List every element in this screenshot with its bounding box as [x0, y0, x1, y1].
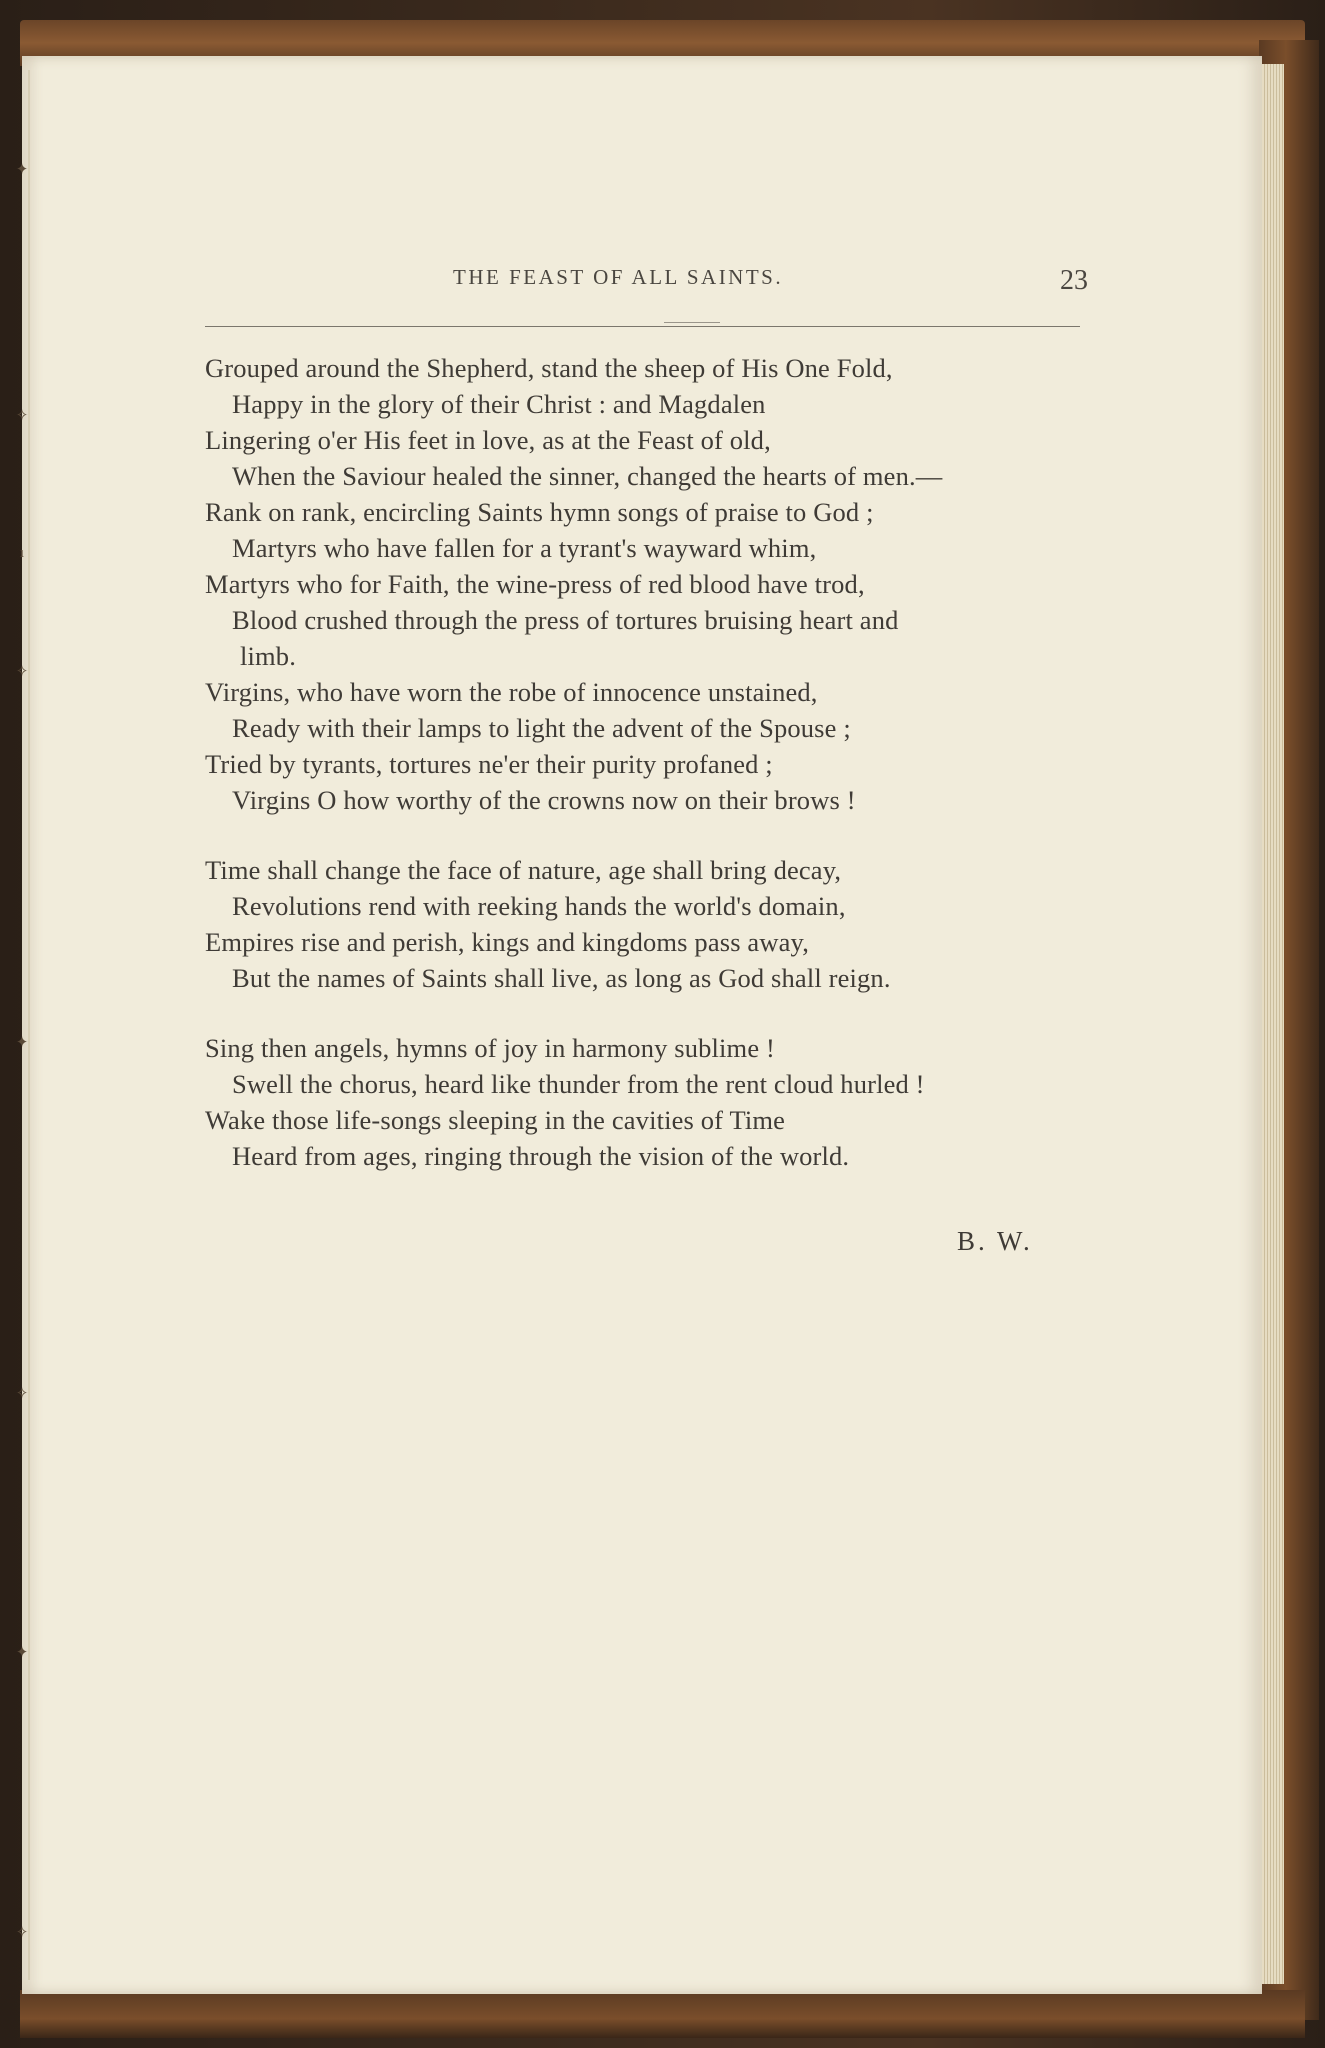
poem-line: Heard from ages, ringing through the vision of the world. [232, 1141, 850, 1171]
poem-line: Grouped around the Shepherd, stand the sheep of His One Fold, [205, 353, 893, 383]
header-rule-join [664, 322, 720, 323]
poem-line: Lingering o'er His feet in love, as at the Feast of old, [205, 425, 771, 455]
binding-ornament-icon: ı [19, 545, 25, 561]
binding-ornament-icon: ✧ [15, 1386, 29, 1402]
poem-signature: B. W. [957, 1226, 1033, 1256]
poem-line: Empires rise and perish, kings and kingdoms pass away, [205, 927, 810, 957]
gutter-line [28, 70, 30, 1980]
page-number: 23 [1060, 265, 1088, 296]
poem-line: Rank on rank, encircling Saints hymn songs of praise to God ; [205, 497, 874, 527]
running-head [205, 265, 1088, 305]
stanza-gap [205, 996, 1105, 1030]
poem-line: But the names of Saints shall live, as long as God shall reign. [232, 963, 891, 993]
poem-line: Sing then angels, hymns of joy in harmony sublime ! [205, 1033, 775, 1063]
poem-line: Martyrs who for Faith, the wine-press of red blood have trod, [205, 569, 865, 599]
binding-ornament-icon: ✦ [15, 162, 29, 178]
poem [205, 350, 1105, 1174]
poem-line: Wake those life-songs sleeping in the cavities of Time [205, 1105, 786, 1135]
running-title: THE FEAST OF ALL SAINTS. [453, 265, 784, 289]
poem-line: limb. [240, 641, 296, 671]
poem-line: When the Saviour healed the sinner, changed the hearts of men.— [232, 461, 943, 491]
poem-line: Time shall change the face of nature, age shall bring decay, [205, 855, 842, 885]
poem-line: Blood crushed through the press of tortures bruising heart and [232, 605, 899, 635]
binding-ornament-icon: ✧ [15, 1925, 29, 1941]
stanza-gap [205, 818, 1105, 852]
poem-line: Revolutions rend with reeking hands the world's domain, [232, 891, 846, 921]
binding-ornament-icon: ✦ [15, 1035, 29, 1051]
stanza-3 [205, 1030, 1105, 1174]
header-rule [205, 326, 1080, 327]
poem-line: Virgins O how worthy of the crowns now on their brows ! [232, 785, 856, 815]
poem-line: Tried by tyrants, tortures ne'er their purity profaned ; [205, 749, 773, 779]
poem-line: Swell the chorus, heard like thunder from the rent cloud hurled ! [232, 1069, 925, 1099]
poem-line: Ready with their lamps to light the advent of the Spouse ; [232, 713, 851, 743]
stanza-1 [205, 350, 1105, 818]
poem-line: Happy in the glory of their Christ : and Magdalen [232, 389, 766, 419]
binding-ornament-icon: ✦ [15, 1645, 29, 1661]
cover-leather-bottom [20, 1990, 1305, 2038]
binding-ornament-icon: ✧ [15, 664, 29, 680]
page-edges [1262, 64, 1284, 1984]
poem-line: Virgins, who have worn the robe of innocence unstained, [205, 677, 818, 707]
binding-ornament-icon: ✧ [15, 408, 29, 424]
poem-line: Martyrs who have fallen for a tyrant's wayward whim, [232, 533, 817, 563]
stanza-2 [205, 852, 1105, 996]
